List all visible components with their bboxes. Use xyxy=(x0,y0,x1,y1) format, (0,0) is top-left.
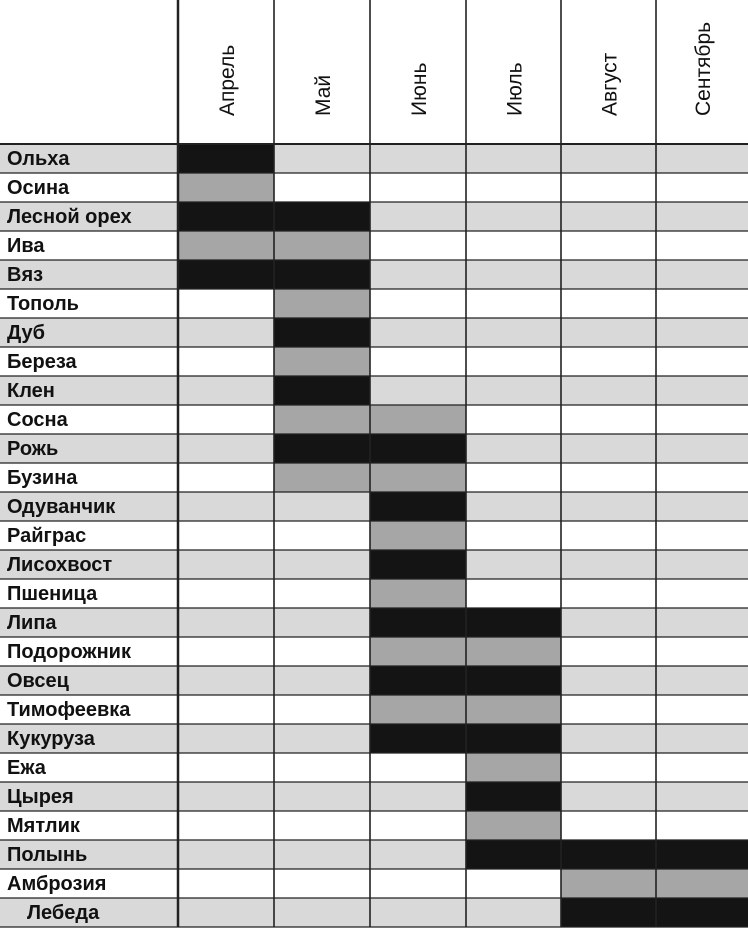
cell-high xyxy=(274,202,370,231)
cell-none xyxy=(274,869,370,898)
cell-none xyxy=(370,869,466,898)
plant-label: Пшеница xyxy=(7,583,98,605)
cell-none xyxy=(178,608,274,637)
cell-none xyxy=(178,434,274,463)
cell-none xyxy=(466,898,561,927)
cell-none xyxy=(466,173,561,202)
cell-none xyxy=(274,550,370,579)
cell-none xyxy=(561,608,656,637)
cell-none xyxy=(274,782,370,811)
plant-label: Ольха xyxy=(7,148,70,170)
cell-none xyxy=(656,579,748,608)
cell-moderate xyxy=(466,753,561,782)
plant-label: Ежа xyxy=(7,757,46,779)
cell-high xyxy=(178,260,274,289)
cell-moderate xyxy=(370,695,466,724)
cell-none xyxy=(656,782,748,811)
cell-none xyxy=(656,434,748,463)
cell-moderate xyxy=(274,289,370,318)
cell-none xyxy=(178,898,274,927)
cell-none xyxy=(178,666,274,695)
cell-none xyxy=(370,782,466,811)
cell-none xyxy=(274,173,370,202)
cell-none xyxy=(561,782,656,811)
cell-none xyxy=(178,492,274,521)
cell-none xyxy=(561,753,656,782)
cell-none xyxy=(561,289,656,318)
cell-none xyxy=(656,811,748,840)
cell-high xyxy=(370,492,466,521)
cell-moderate xyxy=(274,231,370,260)
month-label: Июль xyxy=(503,62,527,116)
cell-moderate xyxy=(274,347,370,376)
cell-none xyxy=(656,289,748,318)
cell-none xyxy=(561,811,656,840)
cell-none xyxy=(274,579,370,608)
month-label: Август xyxy=(598,52,622,116)
cell-none xyxy=(561,579,656,608)
cell-none xyxy=(370,260,466,289)
plant-label: Тополь xyxy=(7,293,79,315)
plant-label: Овсец xyxy=(7,670,69,692)
cell-none xyxy=(466,434,561,463)
cell-none xyxy=(178,521,274,550)
cell-high xyxy=(274,434,370,463)
cell-none xyxy=(656,492,748,521)
cell-none xyxy=(370,753,466,782)
cell-none xyxy=(466,289,561,318)
cell-moderate xyxy=(274,463,370,492)
cell-high xyxy=(178,144,274,173)
cell-high xyxy=(370,666,466,695)
cell-none xyxy=(466,463,561,492)
month-label: Июнь xyxy=(408,62,431,116)
cell-high xyxy=(370,608,466,637)
plant-label: Лисохвост xyxy=(7,554,113,576)
cell-none xyxy=(466,202,561,231)
cell-none xyxy=(561,376,656,405)
cell-high xyxy=(466,608,561,637)
cell-high xyxy=(370,434,466,463)
cell-none xyxy=(178,376,274,405)
cell-moderate xyxy=(466,637,561,666)
cell-none xyxy=(370,376,466,405)
cell-none xyxy=(466,260,561,289)
cell-high xyxy=(466,840,561,869)
cell-none xyxy=(370,144,466,173)
cell-none xyxy=(656,318,748,347)
cell-none xyxy=(466,492,561,521)
plant-label: Кукуруза xyxy=(7,728,95,750)
cell-none xyxy=(274,608,370,637)
plant-label: Береза xyxy=(7,351,77,373)
cell-none xyxy=(656,724,748,753)
cell-none xyxy=(178,869,274,898)
cell-none xyxy=(561,492,656,521)
plant-label: Вяз xyxy=(7,264,44,286)
cell-none xyxy=(178,405,274,434)
cell-none xyxy=(466,405,561,434)
cell-none xyxy=(370,231,466,260)
cell-moderate xyxy=(274,405,370,434)
cell-none xyxy=(178,782,274,811)
cell-none xyxy=(656,173,748,202)
cell-none xyxy=(370,202,466,231)
plant-label: Тимофеевка xyxy=(7,699,131,721)
cell-none xyxy=(178,579,274,608)
plant-label: Рожь xyxy=(7,438,59,460)
cell-high xyxy=(274,376,370,405)
cell-none xyxy=(274,753,370,782)
plant-label: Сосна xyxy=(7,409,68,431)
cell-moderate xyxy=(370,463,466,492)
cell-none xyxy=(178,840,274,869)
cell-moderate xyxy=(561,869,656,898)
cell-none xyxy=(561,173,656,202)
plant-label: Одуванчик xyxy=(7,496,116,518)
cell-none xyxy=(274,695,370,724)
cell-high xyxy=(274,260,370,289)
cell-high xyxy=(656,840,748,869)
cell-none xyxy=(466,231,561,260)
cell-none xyxy=(274,637,370,666)
cell-none xyxy=(466,347,561,376)
cell-none xyxy=(274,666,370,695)
cell-none xyxy=(561,550,656,579)
cell-high xyxy=(561,898,656,927)
cell-none xyxy=(370,840,466,869)
cell-none xyxy=(178,318,274,347)
cell-none xyxy=(466,550,561,579)
cell-high xyxy=(370,550,466,579)
cell-none xyxy=(561,231,656,260)
cell-none xyxy=(561,666,656,695)
cell-none xyxy=(656,753,748,782)
plant-label: Мятлик xyxy=(7,815,80,837)
cell-none xyxy=(274,521,370,550)
cell-none xyxy=(274,724,370,753)
plant-label: Полынь xyxy=(7,844,88,866)
cell-none xyxy=(561,144,656,173)
cell-none xyxy=(178,347,274,376)
cell-none xyxy=(656,202,748,231)
cell-none xyxy=(561,724,656,753)
cell-none xyxy=(274,144,370,173)
cell-high xyxy=(178,202,274,231)
cell-none xyxy=(656,260,748,289)
plant-label: Подорожник xyxy=(7,641,131,663)
cell-none xyxy=(656,637,748,666)
cell-none xyxy=(466,144,561,173)
plant-label: Амброзия xyxy=(7,873,107,895)
cell-high xyxy=(274,318,370,347)
cell-none xyxy=(656,550,748,579)
plant-label: Дуб xyxy=(7,322,45,344)
cell-none xyxy=(466,521,561,550)
month-label: Май xyxy=(312,74,335,116)
cell-none xyxy=(561,695,656,724)
month-label: Апрель xyxy=(216,44,239,116)
cell-none xyxy=(274,898,370,927)
cell-moderate xyxy=(178,231,274,260)
cell-high xyxy=(466,782,561,811)
plant-label: Осина xyxy=(7,177,70,199)
cell-none xyxy=(656,608,748,637)
cell-none xyxy=(178,811,274,840)
cell-none xyxy=(656,695,748,724)
cell-none xyxy=(561,521,656,550)
cell-high xyxy=(466,666,561,695)
cell-none xyxy=(274,492,370,521)
cell-moderate xyxy=(656,869,748,898)
cell-none xyxy=(178,753,274,782)
cell-moderate xyxy=(370,521,466,550)
plant-label: Лесной орех xyxy=(7,206,132,228)
cell-none xyxy=(656,376,748,405)
cell-none xyxy=(370,289,466,318)
cells-layer xyxy=(0,144,748,927)
cell-none xyxy=(370,318,466,347)
plant-label: Клен xyxy=(7,380,55,402)
cell-none xyxy=(178,637,274,666)
plant-label: Лебеда xyxy=(27,902,100,924)
cell-none xyxy=(561,463,656,492)
cell-none xyxy=(561,318,656,347)
cell-high xyxy=(656,898,748,927)
cell-none xyxy=(466,376,561,405)
cell-moderate xyxy=(466,695,561,724)
cell-none xyxy=(178,550,274,579)
cell-moderate xyxy=(370,405,466,434)
cell-none xyxy=(466,869,561,898)
month-label: Сентябрь xyxy=(692,21,715,116)
cell-none xyxy=(656,463,748,492)
plant-label: Ива xyxy=(7,235,45,257)
cell-none xyxy=(274,811,370,840)
cell-high xyxy=(561,840,656,869)
plant-label: Липа xyxy=(7,612,57,634)
cell-moderate xyxy=(178,173,274,202)
cell-moderate xyxy=(370,579,466,608)
cell-none xyxy=(178,724,274,753)
cell-none xyxy=(561,202,656,231)
cell-none xyxy=(178,289,274,318)
cell-none xyxy=(656,347,748,376)
cell-none xyxy=(656,144,748,173)
cell-none xyxy=(561,637,656,666)
cell-none xyxy=(561,405,656,434)
plant-label: Райграс xyxy=(7,525,87,547)
cell-moderate xyxy=(466,811,561,840)
cell-high xyxy=(370,724,466,753)
cell-none xyxy=(178,695,274,724)
cell-none xyxy=(370,173,466,202)
cell-high xyxy=(466,724,561,753)
plant-label: Бузина xyxy=(7,467,78,489)
cell-moderate xyxy=(370,637,466,666)
cell-none xyxy=(656,666,748,695)
cell-none xyxy=(561,260,656,289)
cell-none xyxy=(370,811,466,840)
plant-label: Цырея xyxy=(7,786,74,808)
cell-none xyxy=(561,434,656,463)
cell-none xyxy=(178,463,274,492)
cell-none xyxy=(370,898,466,927)
cell-none xyxy=(561,347,656,376)
cell-none xyxy=(466,318,561,347)
cell-none xyxy=(656,521,748,550)
cell-none xyxy=(274,840,370,869)
cell-none xyxy=(466,579,561,608)
cell-none xyxy=(656,231,748,260)
cell-none xyxy=(370,347,466,376)
cell-none xyxy=(656,405,748,434)
